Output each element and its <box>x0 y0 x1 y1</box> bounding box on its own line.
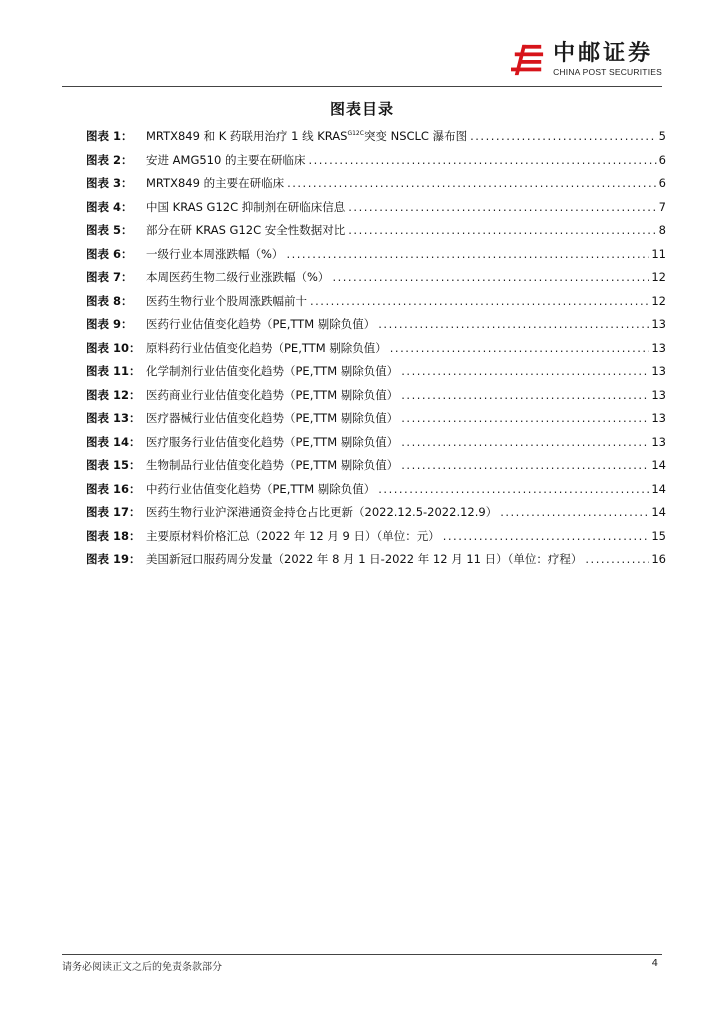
toc-entry-label: 图表 17： <box>86 505 141 519</box>
toc-entry[interactable] <box>86 528 666 552</box>
toc-entry-title <box>146 551 582 567</box>
toc-entry-label: 图表 3： <box>86 176 133 190</box>
toc-leader-dots <box>398 411 649 425</box>
toc-entry-title-text: MRTX849 的主要在研临床 <box>146 176 285 190</box>
toc-entry-label: 图表 16： <box>86 481 141 496</box>
page-number: 4 <box>651 958 658 969</box>
toc-entry-label: 图表 1： <box>86 129 133 143</box>
toc-entry[interactable] <box>86 551 666 575</box>
toc-entry[interactable] <box>86 316 666 340</box>
brand-logo <box>509 42 662 77</box>
toc-entry-title <box>146 504 497 520</box>
toc-entry[interactable] <box>86 269 666 293</box>
toc-entry[interactable] <box>86 504 666 528</box>
toc-leader-dots <box>375 482 649 496</box>
header-divider <box>62 86 662 87</box>
toc-entry-title-text: 美国新冠口服药周分发量（2022 年 8 月 1 日-2022 年 12 月 11 日）（单位：疗程） <box>146 552 583 566</box>
toc-entry-title <box>146 387 398 403</box>
toc-entry[interactable] <box>86 481 666 505</box>
brand-name-en: CHINA POST SECURITIES <box>553 67 662 77</box>
toc-entry-page: 13 <box>651 317 666 331</box>
toc-leader-dots <box>467 129 657 143</box>
toc-entry-title-text: 原料药行业估值变化趋势（PE,TTM 剔除负值） <box>146 340 387 355</box>
toc-entry-label: 图表 6： <box>86 246 133 261</box>
toc-entry-title <box>146 481 375 497</box>
toc-entry-title <box>146 528 440 544</box>
toc-entry-title-text: 化学制剂行业估值变化趋势（PE,TTM 剔除负值） <box>146 364 399 378</box>
toc-entry-title-text: 医药商业行业估值变化趋势（PE,TTM 剔除负值） <box>146 387 399 402</box>
toc-entry-title-text: MRTX849 和 K 药联用治疗 1 线 KRAS <box>146 129 348 143</box>
toc-entry-label: 图表 15： <box>86 458 141 472</box>
toc-entry-superscript: G12C <box>347 130 364 138</box>
toc-leader-dots <box>329 270 649 284</box>
toc-leader-dots <box>582 552 649 566</box>
toc-entry-label: 图表 18： <box>86 528 141 543</box>
toc-entry-title-text: 本周医药生物二级行业涨跌幅（%） <box>146 270 330 284</box>
toc-entry[interactable] <box>86 363 666 387</box>
toc-entry-title-text: 医药行业估值变化趋势（PE,TTM 剔除负值） <box>146 317 376 331</box>
toc-entry-title <box>146 363 398 379</box>
toc-entry-page: 14 <box>651 481 666 496</box>
toc-entry[interactable] <box>86 410 666 434</box>
toc-entry-title <box>146 222 345 238</box>
toc-entry-title <box>146 152 305 168</box>
china-post-logo-icon <box>509 43 547 77</box>
toc-entry-title <box>146 128 467 144</box>
toc-entry-title-text: 部分在研 KRAS G12C 安全性数据对比 <box>146 223 346 237</box>
toc-entry-title <box>146 175 284 191</box>
toc-entry-title <box>146 293 307 309</box>
toc-entry-title <box>146 199 345 215</box>
toc-entry-page: 5 <box>658 129 666 143</box>
toc-entry-label: 图表 7： <box>86 270 133 284</box>
toc-entry-page: 13 <box>651 364 666 378</box>
toc-entry-title-text: 医药生物行业个股周涨跌幅前十 <box>146 293 307 308</box>
toc-entry-page: 7 <box>658 199 666 214</box>
toc-entry-page: 6 <box>658 176 666 190</box>
toc-entry-title-text: 医疗器械行业估值变化趋势（PE,TTM 剔除负值） <box>146 411 399 425</box>
toc-entry-page: 13 <box>651 434 666 449</box>
footer-divider <box>62 954 662 955</box>
toc-entry-label: 图表 11： <box>86 364 141 378</box>
toc-entry-title-text: 生物制品行业估值变化趋势（PE,TTM 剔除负值） <box>146 458 399 472</box>
toc-entry-page: 14 <box>651 505 666 519</box>
toc-leader-dots <box>283 247 649 261</box>
toc-entry[interactable] <box>86 222 666 246</box>
toc-leader-dots <box>305 153 656 167</box>
toc-entry-label: 图表 9： <box>86 317 133 331</box>
toc-leader-dots <box>307 294 649 308</box>
toc-entry-label: 图表 12： <box>86 387 141 402</box>
page-title: 图表目录 <box>329 100 394 118</box>
toc-entry-title-text: 安进 AMG510 的主要在研临床 <box>146 152 306 167</box>
toc-leader-dots <box>398 435 649 449</box>
toc-entry-page: 12 <box>651 270 666 284</box>
brand-name-cn: 中邮证券 <box>553 41 654 66</box>
toc-entry-page: 11 <box>651 246 666 261</box>
toc-entry-page: 13 <box>651 387 666 402</box>
toc-entry[interactable] <box>86 128 666 152</box>
toc-entry-title <box>146 269 329 285</box>
toc-entry-page: 14 <box>651 458 666 472</box>
toc-entry-page: 16 <box>651 552 666 566</box>
toc-entry[interactable] <box>86 434 666 458</box>
toc-entry-page: 12 <box>651 293 666 308</box>
toc-entry-title <box>146 246 283 262</box>
toc-entry-label: 图表 10： <box>86 340 141 355</box>
toc-entry-title-text: 中国 KRAS G12C 抑制剂在研临床信息 <box>146 199 346 214</box>
toc-entry-label: 图表 19： <box>86 552 141 566</box>
toc-entry[interactable] <box>86 293 666 317</box>
toc-entry[interactable] <box>86 246 666 270</box>
toc-leader-dots <box>284 176 657 190</box>
toc-entry[interactable] <box>86 340 666 364</box>
toc-entry-label: 图表 2： <box>86 152 133 167</box>
toc-list <box>86 128 666 575</box>
toc-leader-dots <box>387 341 650 355</box>
toc-entry-title <box>146 434 398 450</box>
toc-entry-label: 图表 4： <box>86 199 133 214</box>
toc-entry-title <box>146 316 375 332</box>
toc-entry-title <box>146 410 398 426</box>
toc-leader-dots <box>440 529 650 543</box>
toc-entry-label: 图表 5： <box>86 223 133 237</box>
toc-entry-title-text: 医疗服务行业估值变化趋势（PE,TTM 剔除负值） <box>146 434 399 449</box>
toc-entry[interactable] <box>86 457 666 481</box>
toc-entry[interactable] <box>86 387 666 411</box>
toc-entry-page: 15 <box>651 528 666 543</box>
toc-entry-title-text: 中药行业估值变化趋势（PE,TTM 剔除负值） <box>146 481 376 496</box>
toc-entry-title-text: 突变 NSCLC 瀑布图 <box>363 129 468 143</box>
toc-entry[interactable] <box>86 175 666 199</box>
toc-entry-page: 13 <box>651 411 666 425</box>
toc-leader-dots <box>398 388 649 402</box>
toc-entry-title-text: 主要原材料价格汇总（2022 年 12 月 9 日）（单位：元） <box>146 528 440 543</box>
toc-entry[interactable] <box>86 199 666 223</box>
toc-leader-dots <box>375 317 649 331</box>
toc-leader-dots <box>398 458 649 472</box>
toc-entry-title-text: 医药生物行业沪深港通资金持仓占比更新（2022.12.5-2022.12.9） <box>146 505 498 519</box>
toc-leader-dots <box>497 505 649 519</box>
disclaimer-note: 请务必阅读正文之后的免责条款部分 <box>62 962 222 973</box>
toc-entry-title <box>146 457 398 473</box>
toc-entry-page: 13 <box>651 340 666 355</box>
toc-leader-dots <box>398 364 649 378</box>
toc-entry-title-text: 一级行业本周涨跌幅（%） <box>146 246 284 261</box>
toc-entry-label: 图表 8： <box>86 293 133 308</box>
toc-entry-title <box>146 340 387 356</box>
toc-entry-label: 图表 13： <box>86 411 141 425</box>
toc-entry-page: 8 <box>658 223 666 237</box>
toc-entry[interactable] <box>86 152 666 176</box>
toc-leader-dots <box>345 200 656 214</box>
toc-leader-dots <box>345 223 656 237</box>
toc-entry-page: 6 <box>658 152 666 167</box>
toc-entry-label: 图表 14： <box>86 434 141 449</box>
